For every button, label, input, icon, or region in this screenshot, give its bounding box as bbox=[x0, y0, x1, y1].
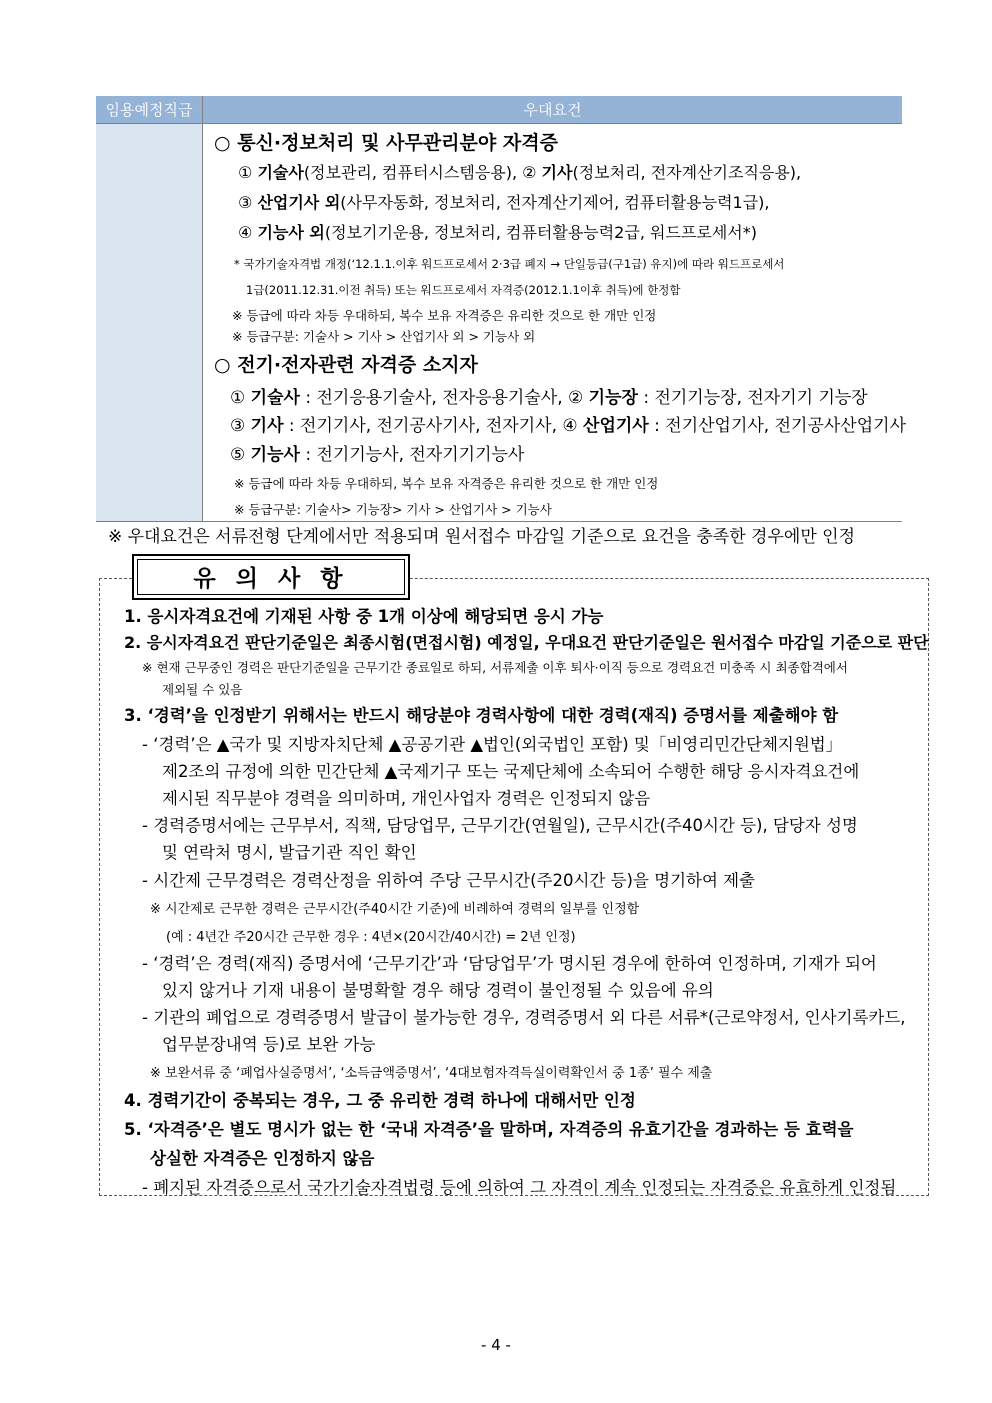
header-preference: 우대요건 bbox=[203, 96, 903, 124]
note-item-3-a3: 제시된 직무분야 경력을 의미하며, 개인사업자 경력은 인정되지 않음 bbox=[162, 789, 651, 808]
sec2-note-b: ※ 등급구분: 기술사> 기능장> 기사 > 산업기사 > 기능사 bbox=[234, 502, 552, 517]
position-cell bbox=[96, 124, 203, 522]
note-item-2-sub-a: ※ 현재 근무중인 경력은 판단기준일을 근무기간 종료일로 하되, 서류제출 이후 퇴사·이직 등으로 경력요건 미충족 시 최종합격에서 bbox=[142, 660, 848, 675]
note-item-5b: 상실한 자격증은 인정하지 않음 bbox=[150, 1149, 375, 1168]
table-footnote: ※ 우대요건은 서류전형 단계에서만 적용되며 원서접수 마감일 기준으로 요건을 충족한 경우에만 인정 bbox=[108, 527, 855, 547]
note-item-2-sub-b: 제외될 수 있음 bbox=[162, 682, 243, 697]
note-item-3-e1: - 기관의 폐업으로 경력증명서 발급이 불가능한 경우, 경력증명서 외 다른 서류*(근로약정서, 인사기록카드, bbox=[142, 1008, 906, 1027]
note-item-3-b2: 및 연락처 명시, 발급기관 직인 확인 bbox=[162, 843, 417, 862]
sec1-item-3: ④ 기능사 외(정보기기운용, 정보처리, 컴퓨터활용능력2급, 워드프로세서*) bbox=[238, 223, 757, 242]
sec2-item-3: ⑤ 기능사 : 전기기능사, 전자기기기능사 bbox=[230, 445, 525, 465]
note-item-5-sub: - 폐지된 자격증으로서 국가기술자격법령 등에 의하여 그 자격이 계속 인정되는 자격증은 유효하게 인정됨 bbox=[142, 1178, 897, 1197]
note-item-5a: 5. ‘자격증’은 별도 명시가 없는 한 ‘국내 자격증’을 말하며, 자격증의 유효기간을 경과하는 등 효력을 bbox=[124, 1120, 854, 1139]
sec2-item-1: ① 기술사 : 전기응용기술사, 전자응용기술사, ② 기능장 : 전기기능장, 전자기기 기능장 bbox=[230, 388, 868, 408]
note-item-3: 3. ‘경력’을 인정받기 위해서는 반드시 해당분야 경력사항에 대한 경력(재직) 증명서를 제출해야 함 bbox=[124, 706, 839, 725]
notes-title-box bbox=[132, 554, 410, 600]
note-item-3-a1: - ‘경력’은 ▲국가 및 지방자치단체 ▲공공기관 ▲법인(외국법인 포함) 및「비영리민간단체지원법」 bbox=[142, 735, 843, 754]
sec2-item-2: ③ 기사 : 전기기사, 전기공사기사, 전자기사, ④ 산업기사 : 전기산업기사, 전기공사산업기사 bbox=[230, 416, 906, 436]
page-number: - 4 - bbox=[481, 1336, 511, 1354]
sec1-note-c: ※ 등급에 따라 차등 우대하되, 복수 보유 자격증은 유리한 것으로 한 개만 인정 bbox=[232, 308, 657, 323]
note-item-1: 1. 응시자격요건에 기재된 사항 중 1개 이상에 해당되면 응시 가능 bbox=[124, 607, 604, 626]
note-item-3-c3: (예 : 4년간 주20시간 근무한 경우 : 4년×(20시간/40시간) = 2년 인정) bbox=[166, 930, 576, 945]
note-item-3-d1: - ‘경력’은 경력(재직) 증명서에 ‘근무기간’과 ‘담당업무’가 명시된 경우에 한하여 인정하며, 기재가 되어 bbox=[142, 954, 877, 973]
sec1-note-b: 1급(2011.12.31.이전 취득) 또는 워드프로세서 자격증(2012.1.1이후 취득)에 한정함 bbox=[246, 283, 681, 297]
note-item-3-e3: ※ 보완서류 중 ‘폐업사실증명서’, ‘소득금액증명서’, ‘4대보험자격득실이력확인서 중 1종’ 필수 제출 bbox=[150, 1066, 713, 1081]
note-item-3-c1: - 시간제 근무경력은 경력산정을 위하여 주당 근무시간(주20시간 등)을 명기하여 제출 bbox=[142, 871, 756, 890]
note-item-4: 4. 경력기간이 중복되는 경우, 그 중 유리한 경력 하나에 대해서만 인정 bbox=[124, 1091, 636, 1110]
notes-title: 유 의 사 항 bbox=[137, 559, 405, 595]
note-item-3-e2: 업무분장내역 등)로 보완 가능 bbox=[162, 1035, 376, 1054]
sec2-title: ○ 전기·전자관련 자격증 소지자 bbox=[214, 354, 478, 376]
sec1-item-2: ③ 산업기사 외(사무자동화, 정보처리, 전자계산기제어, 컴퓨터활용능력1급), bbox=[238, 193, 770, 212]
note-item-3-b1: - 경력증명서에는 근무부서, 직책, 담당업무, 근무기간(연월일), 근무시간(주40시간 등), 담당자 성명 bbox=[142, 816, 858, 835]
note-item-3-d2: 있지 않거나 기재 내용이 불명확할 경우 해당 경력이 불인정될 수 있음에 유의 bbox=[162, 981, 714, 1000]
note-item-3-c2: ※ 시간제로 근무한 경력은 근무시간(주40시간 기준)에 비례하여 경력의 일부를 인정함 bbox=[150, 902, 640, 917]
header-position: 임용예정직급 bbox=[96, 96, 203, 124]
note-item-2: 2. 응시자격요건 판단기준일은 최종시험(면접시험) 예정일, 우대요건 판단기준일은 원서접수 마감일 기준으로 판단 bbox=[124, 633, 929, 652]
sec1-note-d: ※ 등급구분: 기술사 > 기사 > 산업기사 외 > 기능사 외 bbox=[232, 329, 536, 344]
sec1-title: ○ 통신·정보처리 및 사무관리분야 자격증 bbox=[214, 132, 558, 154]
sec1-item-1: ① 기술사(정보관리, 컴퓨터시스템응용), ② 기사(정보처리, 전자계산기조직응용), bbox=[238, 163, 802, 182]
sec1-note-a: * 국가기술자격법 개정(‘12.1.1.이후 워드프로세서 2·3급 폐지 → 단일등급(구1급) 유지)에 따라 워드프로세서 bbox=[234, 257, 785, 271]
sec2-note-a: ※ 등급에 따라 차등 우대하되, 복수 보유 자격증은 유리한 것으로 한 개만 인정 bbox=[234, 476, 659, 491]
note-item-3-a2: 제2조의 규정에 의한 민간단체 ▲국제기구 또는 국제단체에 소속되어 수행한 해당 응시자격요건에 bbox=[162, 762, 860, 781]
